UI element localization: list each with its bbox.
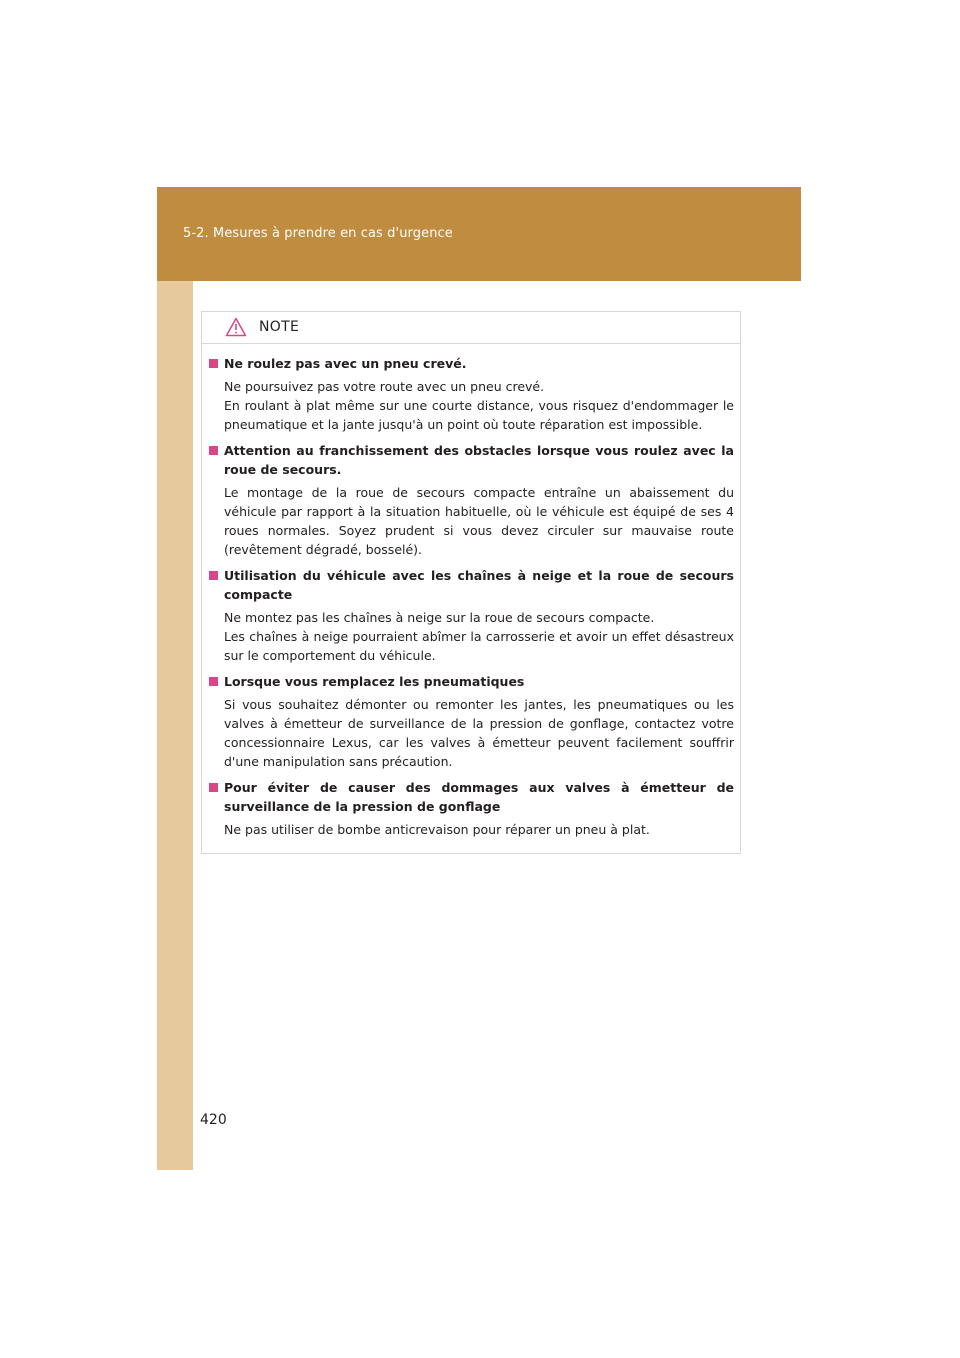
- note-item-text: Si vous souhaitez démonter ou remonter les jantes, les pneumatiques ou les valves à émetteur de surveillance de la pression de gonflage, contactez votre concessionnaire Lexus, car les valves à émetteur peuvent facilement souffrir d'une manipulation sans précaution.: [224, 697, 734, 769]
- note-item: [208, 566, 734, 665]
- note-item: [208, 778, 734, 839]
- note-item-title: Utilisation du véhicule avec les chaînes à neige et la roue de secours compacte: [208, 566, 734, 604]
- note-item-title: Lorsque vous remplacez les pneumatiques: [208, 672, 734, 691]
- section-title: 5-2. Mesures à prendre en cas d'urgence: [183, 226, 453, 241]
- square-bullet-icon: [209, 446, 218, 455]
- note-item: [208, 441, 734, 559]
- note-item-text: Ne montez pas les chaînes à neige sur la roue de secours compacte. Les chaînes à neige pourraient abîmer la carrosserie et avoir un effet désastreux sur le comportement du véhicule.: [224, 610, 734, 663]
- page-number: 420: [200, 1112, 227, 1128]
- note-item: [208, 354, 734, 434]
- note-item-title: Attention au franchissement des obstacles lorsque vous roulez avec la roue de secours.: [208, 441, 734, 479]
- header-band: [157, 187, 801, 281]
- note-label: NOTE: [259, 319, 300, 335]
- note-body: [202, 344, 740, 839]
- note-item-text: Ne pas utiliser de bombe anticrevaison pour réparer un pneu à plat.: [224, 822, 650, 837]
- note-item-text: Ne poursuivez pas votre route avec un pneu crevé. En roulant à plat même sur une courte distance, vous risquez d'endommager le pneumatique et la jante jusqu'à un point où toute réparation est impossible.: [224, 379, 734, 432]
- square-bullet-icon: [209, 783, 218, 792]
- note-box: [201, 311, 741, 854]
- note-item-title: Pour éviter de causer des dommages aux valves à émetteur de surveillance de la pression de gonflage: [208, 778, 734, 816]
- square-bullet-icon: [209, 677, 218, 686]
- warning-icon: [225, 317, 247, 337]
- note-header: [202, 312, 740, 344]
- note-item-title: Ne roulez pas avec un pneu crevé.: [208, 354, 734, 373]
- square-bullet-icon: [209, 359, 218, 368]
- side-strip: [157, 281, 193, 1170]
- square-bullet-icon: [209, 571, 218, 580]
- note-item: [208, 672, 734, 771]
- note-item-text: Le montage de la roue de secours compacte entraîne un abaissement du véhicule par rapport à la situation habituelle, où le véhicule est équipé de ses 4 roues normales. Soyez prudent si vous devez circuler sur mauvaise route (revêtement dégradé, bosselé).: [224, 485, 734, 557]
